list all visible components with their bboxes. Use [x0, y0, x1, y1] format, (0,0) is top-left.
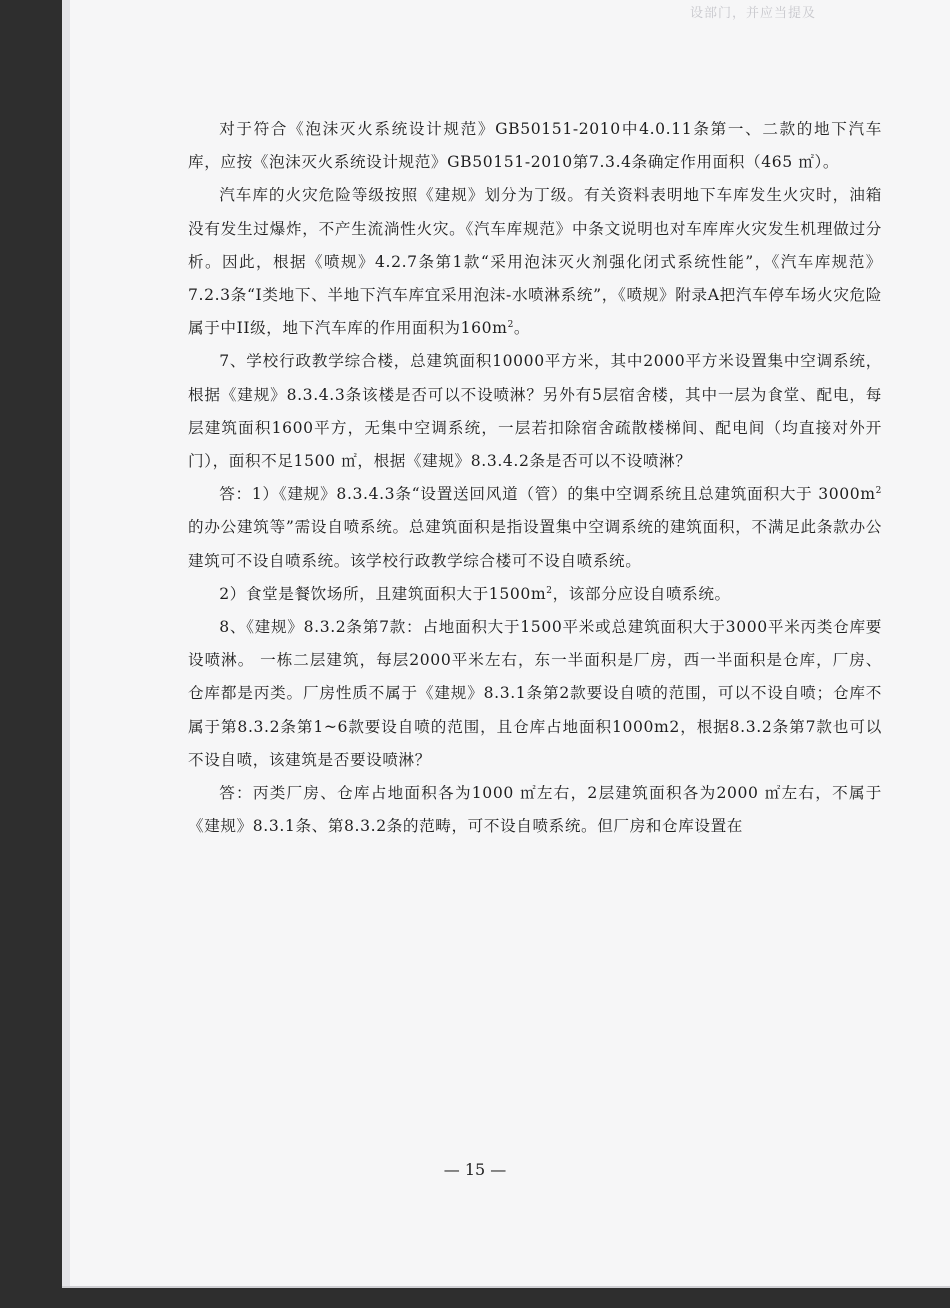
page-number: — 15 — — [443, 1160, 507, 1179]
paragraph-4: 答：1）《建规》8.3.4.3条“设置送回风道（管）的集中空调系统且总建筑面积大于 $3000m^2$的办公建筑等”需设自喷系统。总建筑面积是指设置集中空调系统的建筑面积，不满足此条款办公建筑可不设自喷系统。该学校行政教学综合楼可不设自喷系统。 — [188, 485, 882, 570]
body-text — [188, 113, 882, 843]
paragraph-5: 2）食堂是餐饮场所，且建筑面积大于$1500m^2$，该部分应设自喷系统。 — [219, 584, 731, 603]
paragraph-7: 答：丙类厂房、仓库占地面积各为1000 ㎡左右，2层建筑面积各为2000 ㎡左右，不属于《建规》8.3.1条、第8.3.2条的范畴，可不设自喷系统。但厂房和仓库设置在 — [188, 784, 882, 836]
bleed-through-text: 设部门，并应当提及 — [690, 6, 817, 21]
paragraph-2: 汽车库的火灾危险等级按照《建规》划分为丁级。有关资料表明地下车库发生火灾时，油箱没有发生过爆炸，不产生流淌性火灾。《汽车库规范》中条文说明也对车库库火灾发生机理做过分析。因此，根据《喷规》4.2.7条第1款“采用泡沫灭火剂强化闭式系统性能”，《汽车库规范》7.2.3条“I类地下、半地下汽车库宜采用泡沫-水喷淋系统”，《喷规》附录A把汽车停车场火灾危险属于中II级，地下汽车库的作用面积为$160m^2$。 — [188, 186, 882, 338]
paragraph-1: 对于符合《泡沫灭火系统设计规范》GB50151-2010中4.0.11条第一、二款的地下汽车库，应按《泡沫灭火系统设计规范》GB50151-2010第7.3.4条确定作用面积（465 ㎡）。 — [188, 120, 882, 172]
paper-edge-shade — [62, 0, 70, 1286]
paragraph-3: 7、学校行政教学综合楼，总建筑面积10000平方米，其中2000平方米设置集中空调系统，根据《建规》8.3.4.3条该楼是否可以不设喷淋？另外有5层宿舍楼，其中一层为食堂、配电，每层建筑面积1600平方，无集中空调系统，一层若扣除宿舍疏散楼梯间、配电间（均直接对外开门），面积不足1500 ㎡，根据《建规》8.3.4.2条是否可以不设喷淋？ — [188, 352, 882, 471]
paragraph-6: 8、《建规》8.3.2条第7款：占地面积大于1500平米或总建筑面积大于3000平米丙类仓库要设喷淋。 一栋二层建筑，每层2000平米左右，东一半面积是厂房，西一半面积是仓库，厂房、仓库都是丙类。厂房性质不属于《建规》8.3.1条第2款要设自喷的范围，可以不设自喷；仓库不属于第8.3.2条第1~6款要设自喷的范围，且仓库占地面积1000m2，根据8.3.2条第7款也可以不设自喷，该建筑是否要设喷淋？ — [188, 618, 882, 769]
